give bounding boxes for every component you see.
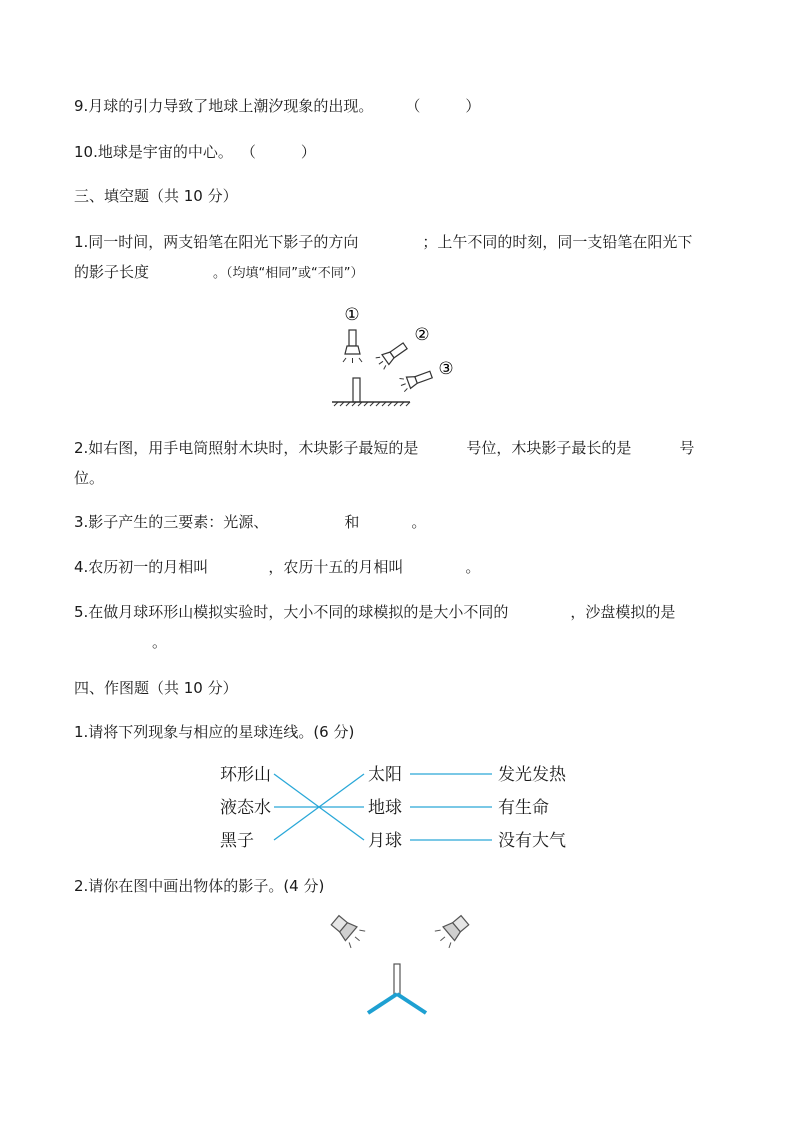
answer-paren-9: （ ） xyxy=(405,97,481,115)
flashlight-right-icon xyxy=(433,912,472,949)
flashlight-3-icon xyxy=(399,368,434,392)
shadow-marks xyxy=(368,994,426,1013)
fill-q2-c: 号 xyxy=(679,439,695,457)
fill-q1-d: 。（均填“相同”或“不同”） xyxy=(213,266,364,281)
position-label-3: ③ xyxy=(438,359,454,379)
fill-q4-c: 。 xyxy=(465,558,481,576)
middle-item-1: 地球 xyxy=(368,798,402,818)
fill-q5-line2 xyxy=(74,632,167,652)
left-item-2: 黑子 xyxy=(220,831,254,851)
fill-q1-c: 的影子长度 xyxy=(74,263,150,281)
fill-q2-line2: 位。 xyxy=(74,469,105,487)
fill-q4-a: 4.农历初一的月相叫 xyxy=(74,558,209,576)
position-label-1: ① xyxy=(344,305,360,325)
section-fill-heading: 三、填空题（共 10 分） xyxy=(74,187,238,205)
question-10-text: 10.地球是宇宙的中心。 xyxy=(74,143,233,161)
fill-q2-line1 xyxy=(74,438,694,458)
fill-q3 xyxy=(74,512,426,532)
fill-q1-line2 xyxy=(74,262,363,284)
middle-item-2: 月球 xyxy=(368,831,402,851)
left-item-1: 液态水 xyxy=(220,798,271,818)
ground-hatch xyxy=(332,402,410,406)
shadow-drawing-figure xyxy=(320,912,480,1020)
fill-q3-a: 3.影子产生的三要素：光源、 xyxy=(74,513,269,531)
fill-q5-c: 。 xyxy=(152,633,168,651)
fill-q2-a: 2.如右图，用手电筒照射木块时，木块影子最短的是 xyxy=(74,439,419,457)
section-draw-heading: 四、作图题（共 10 分） xyxy=(74,679,238,697)
position-label-2: ② xyxy=(414,325,430,345)
fill-q1-b: ；上午不同的时刻，同一支铅笔在阳光下 xyxy=(422,233,693,251)
question-9 xyxy=(74,96,480,116)
draw-q1: 1.请将下列现象与相应的星球连线。(6 分) xyxy=(74,723,355,741)
fill-q2-b: 号位，木块影子最长的是 xyxy=(466,439,632,457)
right-item-2: 没有大气 xyxy=(498,831,566,851)
upright-object xyxy=(394,964,400,994)
fill-q5-b: ，沙盘模拟的是 xyxy=(570,603,676,621)
flashlight-1-icon xyxy=(343,330,362,363)
question-10 xyxy=(74,142,316,162)
matching-diagram xyxy=(214,756,584,860)
fill-q3-b: 和 xyxy=(344,513,360,531)
fill-q4-b: ，农历十五的月相叫 xyxy=(268,558,404,576)
middle-item-0: 太阳 xyxy=(368,765,402,785)
right-item-1: 有生命 xyxy=(498,798,549,818)
fill-q5-line1 xyxy=(74,602,675,622)
flashlight-block-figure xyxy=(330,300,470,412)
fill-q5-a: 5.在做月球环形山模拟实验时，大小不同的球模拟的是大小不同的 xyxy=(74,603,509,621)
answer-paren-10: （ ） xyxy=(240,143,316,161)
wooden-block xyxy=(353,378,360,402)
flashlight-2-icon xyxy=(375,340,409,370)
fill-q4 xyxy=(74,557,480,577)
right-item-0: 发光发热 xyxy=(498,765,566,785)
flashlight-left-icon xyxy=(328,912,367,949)
left-item-0: 环形山 xyxy=(220,765,271,785)
question-9-text: 9.月球的引力导致了地球上潮汐现象的出现。 xyxy=(74,97,374,115)
fill-q3-c: 。 xyxy=(411,513,427,531)
fill-q1-line1 xyxy=(74,232,692,252)
fill-q1-a: 1.同一时间，两支铅笔在阳光下影子的方向 xyxy=(74,233,359,251)
draw-q2: 2.请你在图中画出物体的影子。(4 分) xyxy=(74,877,325,895)
